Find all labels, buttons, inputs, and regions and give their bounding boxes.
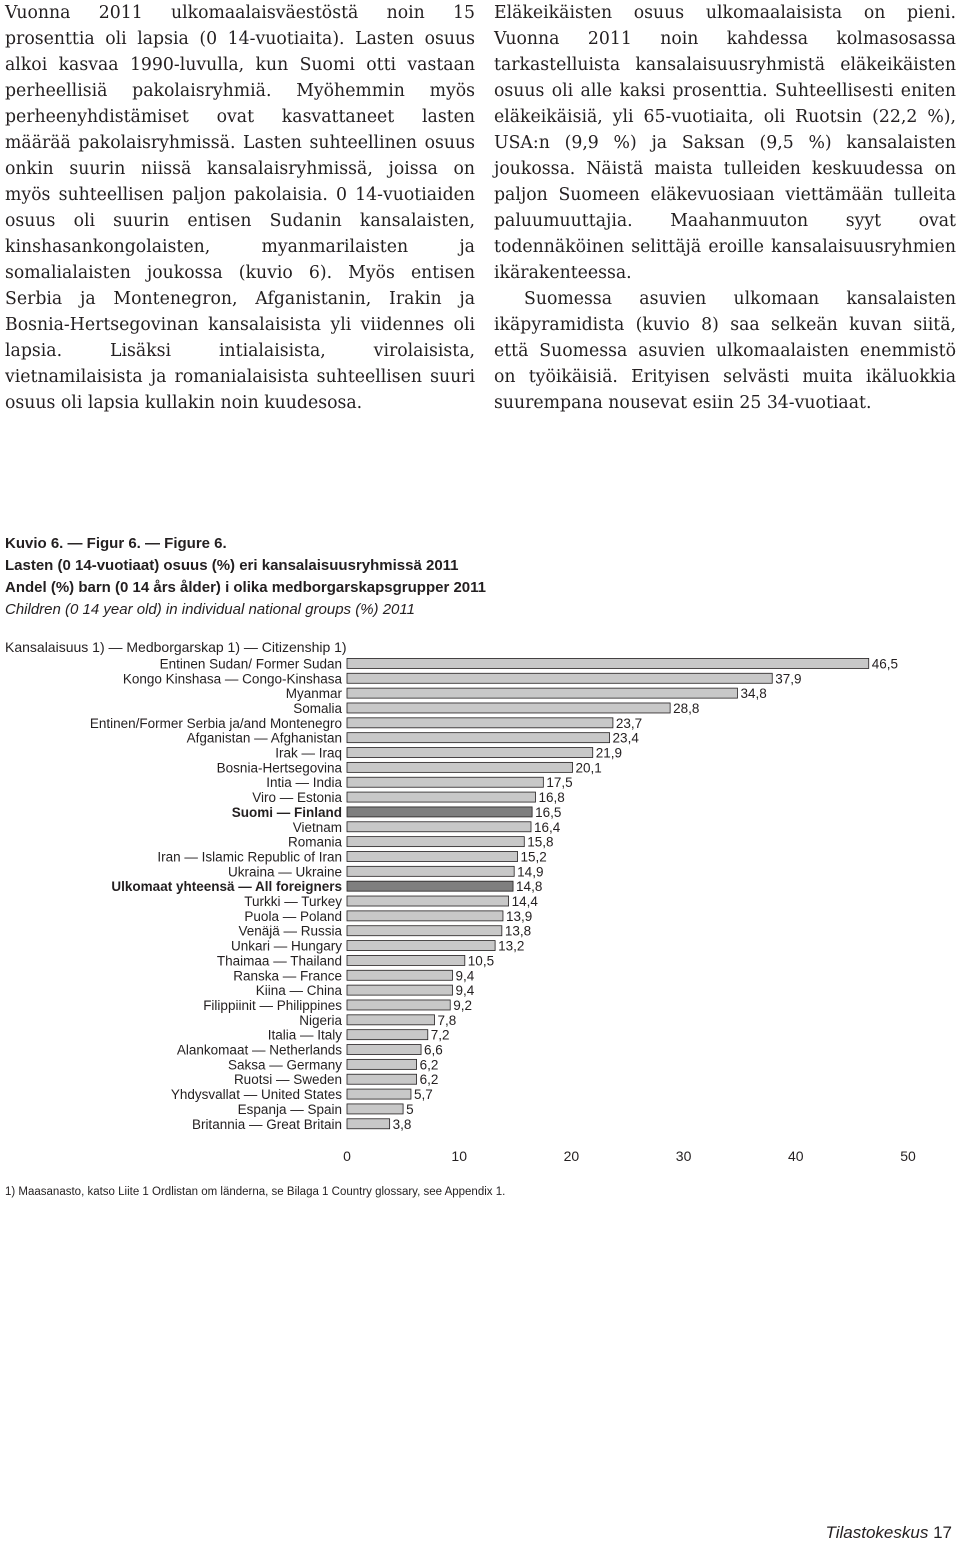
- value-label-puola-poland: 13,9: [505, 908, 533, 924]
- bar-thaimaa-thailand: [347, 955, 465, 965]
- category-label-viro-estonia: Viro — Estonia: [252, 790, 342, 806]
- category-label-espanja-spain: Espanja — Spain: [237, 1101, 342, 1117]
- category-label-puola-poland: Puola — Poland: [244, 908, 342, 924]
- category-header: Kansalaisuus 1) — Medborgarskap 1) — Citizenship 1): [5, 639, 347, 655]
- value-label-turkki-turkey: 14,4: [511, 894, 538, 910]
- value-label-ruotsi-sweden: 6,2: [419, 1072, 439, 1088]
- paragraph: Vuonna 2011 ulkomaalaisväestöstä noin 15 prosenttia oli lapsia (0 14-vuotiaita). Lasten osuus alkoi kasvaa 1990-luvulla, kun Suomi otti vastaan perheellisiä pakolaisryhmiä. Myöhemmin myös perheenyhdistämiset ovat kasvattaneet lasten määrää pakolaisryhmissä. Lasten suhteellinen osuus onkin suurin niissä kansalaisryhmissä, joissa on myös suhteellisen paljon pakolaisia. 0 14-vuotiaiden osuus oli suurin entisen Sudanin kansalaisten, kinshasankongolaisten, myanmarilaisten ja somalialaisten joukossa (kuvio 6). Myös entisen Serbia ja Montenegron, Afganistanin, Irakin ja Bosnia-Hertsegovinan kansalaisista yli viidennes oli lapsia. Lisäksi intialaisista, virolaisista, vietnamilaisista ja romanialaisista suhteellisen suuri osuus oli lapsia kullakin noin kuudesosa.: [5, 3, 475, 413]
- category-label-bosnia-hertsegovina: Bosnia-Hertsegovina: [216, 760, 342, 776]
- x-tick-label: 0: [343, 1148, 351, 1165]
- bar-suomi-finland: [347, 807, 532, 817]
- category-label-afganistan-afghanistan: Afganistan — Afghanistan: [186, 730, 342, 746]
- bar-viro-estonia: [347, 792, 535, 802]
- bar-unkari-hungary: [347, 941, 495, 951]
- bar-myanmar: [347, 688, 737, 698]
- bar-iran-islamic-republic-of-iran: [347, 851, 518, 861]
- bar-somalia: [347, 703, 670, 713]
- value-label-entinen-sudan-former-sudan: 46,5: [871, 656, 899, 672]
- value-label-afganistan-afghanistan: 23,4: [612, 730, 639, 746]
- value-label-ukraina-ukraine: 14,9: [517, 864, 544, 880]
- value-label-unkari-hungary: 13,2: [498, 938, 525, 954]
- bar-nigeria: [347, 1015, 435, 1025]
- figure-number: Kuvio 6. — Figur 6. — Figure 6.: [5, 535, 227, 552]
- value-label-viro-estonia: 16,8: [538, 790, 565, 806]
- category-label-britannia-great-britain: Britannia — Great Britain: [191, 1116, 342, 1132]
- category-label-venaja-russia: Venäjä — Russia: [238, 923, 342, 939]
- value-label-vietnam: 16,4: [534, 819, 561, 835]
- category-label-italia-italy: Italia — Italy: [267, 1027, 342, 1043]
- category-label-unkari-hungary: Unkari — Hungary: [230, 938, 342, 954]
- value-label-kongo-kinshasa-congo-kinshasa: 37,9: [775, 671, 802, 687]
- page-number: 17: [933, 1523, 952, 1542]
- value-label-alankomaat-netherlands: 6,6: [424, 1042, 443, 1058]
- category-label-romania: Romania: [287, 834, 342, 850]
- publisher: Tilastokeskus: [825, 1523, 929, 1542]
- left-text-column: [5, 0, 475, 416]
- value-label-nigeria: 7,8: [437, 1012, 457, 1028]
- right-text-column: [494, 0, 956, 416]
- bar-bosnia-hertsegovina: [347, 762, 573, 772]
- bar-vietnam: [347, 822, 531, 832]
- value-label-ranska-france: 9,4: [455, 968, 475, 984]
- bar-turkki-turkey: [347, 896, 509, 906]
- value-label-saksa-germany: 6,2: [419, 1057, 439, 1073]
- figure-title-sv: Andel (%) barn (0 14 års ålder) i olika medborgarskapsgrupper 2011: [5, 579, 487, 596]
- category-label-filippiinit-philippines: Filippiinit — Philippines: [203, 997, 342, 1013]
- category-label-somalia: Somalia: [293, 700, 342, 716]
- category-label-ranska-france: Ranska — France: [233, 968, 342, 984]
- value-label-romania: 15,8: [527, 834, 554, 850]
- category-label-suomi-finland: Suomi — Finland: [231, 804, 342, 820]
- value-label-espanja-spain: 5: [406, 1101, 414, 1117]
- bar-intia-india: [347, 777, 543, 787]
- value-label-myanmar: 34,8: [740, 686, 767, 702]
- value-label-somalia: 28,8: [673, 700, 700, 716]
- category-label-thaimaa-thailand: Thaimaa — Thailand: [216, 953, 342, 969]
- value-label-irak-iraq: 21,9: [595, 745, 622, 761]
- value-label-ulkomaat-yhteensa-all-foreigners: 14,8: [516, 879, 543, 895]
- category-label-iran-islamic-republic-of-iran: Iran — Islamic Republic of Iran: [157, 849, 342, 865]
- page-footer: [826, 1523, 953, 1543]
- value-label-thaimaa-thailand: 10,5: [467, 953, 495, 969]
- figure-heading: [5, 533, 486, 621]
- bar-ukraina-ukraine: [347, 866, 514, 876]
- bar-puola-poland: [347, 911, 503, 921]
- bar-britannia-great-britain: [347, 1119, 390, 1129]
- paragraph: Eläkeikäisten osuus ulkomaalaisista on pieni. Vuonna 2011 noin kahdessa kolmasosassa tarkastelluista kansalaisuusryhmistä eläkeikäisten osuus oli alle kaksi prosenttia. Suhteellisesti eniten eläkeikäisiä, yli 65-vuotiaita, oli Ruotsin (22,2 %), USA:n (9,9 %) ja Saksan (9,5 %) kansalaisten joukossa. Näistä maista tulleiden keskuudessa on paljon Suomeen eläkevuosiaan viettämään tulleita paluumuuttajia. Maahanmuuton syyt ovat todennäköinen selittäjä eroille kansalaisuusryhmien ikärakenteessa.: [494, 3, 956, 283]
- bar-entinen-sudan-former-sudan: [347, 658, 869, 668]
- bar-saksa-germany: [347, 1059, 417, 1069]
- bar-kongo-kinshasa-congo-kinshasa: [347, 673, 772, 683]
- bar-ranska-france: [347, 970, 452, 980]
- bar-ruotsi-sweden: [347, 1074, 417, 1084]
- category-label-ukraina-ukraine: Ukraina — Ukraine: [227, 864, 342, 880]
- bar-yhdysvallat-united-states: [347, 1089, 411, 1099]
- bar-entinen-former-serbia-ja-and-montenegro: [347, 718, 613, 728]
- x-tick-label: 50: [900, 1148, 916, 1165]
- value-label-entinen-former-serbia-ja-and-montenegro: 23,7: [615, 715, 643, 731]
- category-label-entinen-former-serbia-ja-and-montenegro: Entinen/Former Serbia ja/and Montenegro: [89, 715, 342, 731]
- bar-espanja-spain: [347, 1104, 403, 1114]
- category-label-yhdysvallat-united-states: Yhdysvallat — United States: [170, 1087, 342, 1103]
- x-tick-label: 20: [563, 1148, 580, 1165]
- value-label-italia-italy: 7,2: [430, 1027, 450, 1043]
- value-label-britannia-great-britain: 3,8: [392, 1116, 412, 1132]
- bar-alankomaat-netherlands: [347, 1045, 421, 1055]
- x-axis: [343, 1148, 916, 1164]
- bar-irak-iraq: [347, 748, 593, 758]
- bar-chart: [0, 630, 960, 1170]
- bar-kiina-china: [347, 985, 452, 995]
- category-label-alankomaat-netherlands: Alankomaat — Netherlands: [176, 1042, 342, 1058]
- value-label-filippiinit-philippines: 9,2: [453, 997, 473, 1013]
- footnote: 1) Maasanasto, katso Liite 1 Ordlistan om länderna, se Bilaga 1 Country glossary, see Appendix 1.: [5, 1186, 506, 1198]
- figure-title-en: Children (0 14 year old) in individual national groups (%) 2011: [5, 601, 415, 618]
- value-label-iran-islamic-republic-of-iran: 15,2: [520, 849, 547, 865]
- bar-venaja-russia: [347, 926, 502, 936]
- category-label-ulkomaat-yhteensa-all-foreigners: Ulkomaat yhteensä — All foreigners: [111, 879, 342, 895]
- figure-title-fi: Lasten (0 14-vuotiaat) osuus (%) eri kansalaisuusryhmissä 2011: [5, 557, 459, 574]
- category-label-entinen-sudan-former-sudan: Entinen Sudan/ Former Sudan: [159, 656, 342, 672]
- category-label-kiina-china: Kiina — China: [255, 983, 342, 999]
- x-tick-label: 40: [788, 1148, 804, 1165]
- category-label-irak-iraq: Irak — Iraq: [275, 745, 342, 761]
- bar-italia-italy: [347, 1030, 428, 1040]
- bar-romania: [347, 837, 524, 847]
- value-label-intia-india: 17,5: [546, 775, 573, 791]
- value-label-suomi-finland: 16,5: [535, 804, 562, 820]
- value-label-bosnia-hertsegovina: 20,1: [575, 760, 602, 776]
- x-tick-label: 30: [675, 1148, 692, 1165]
- bar-filippiinit-philippines: [347, 1000, 450, 1010]
- bars-group: [90, 656, 898, 1131]
- paragraph: Suomessa asuvien ulkomaan kansalaisten ikäpyramidista (kuvio 8) saa selkeän kuvan siitä, että Suomessa asuvien ulkomaalaisten enemmistö on työikäisiä. Erityisen selvästi muita ikäluokkia suurempana nousevat esiin 25 34-vuotiaat.: [494, 289, 956, 413]
- bar-ulkomaat-yhteensa-all-foreigners: [347, 881, 513, 891]
- category-label-nigeria: Nigeria: [299, 1012, 342, 1028]
- category-label-intia-india: Intia — India: [266, 775, 342, 791]
- value-label-venaja-russia: 13,8: [504, 923, 532, 939]
- category-label-turkki-turkey: Turkki — Turkey: [244, 894, 342, 910]
- category-label-ruotsi-sweden: Ruotsi — Sweden: [233, 1072, 342, 1088]
- value-label-kiina-china: 9,4: [455, 983, 475, 999]
- value-label-yhdysvallat-united-states: 5,7: [413, 1087, 433, 1103]
- category-label-saksa-germany: Saksa — Germany: [227, 1057, 342, 1073]
- x-tick-label: 10: [451, 1148, 467, 1165]
- category-label-vietnam: Vietnam: [292, 819, 342, 835]
- category-label-kongo-kinshasa-congo-kinshasa: Kongo Kinshasa — Congo-Kinshasa: [122, 671, 342, 687]
- category-label-myanmar: Myanmar: [285, 686, 342, 702]
- bar-afganistan-afghanistan: [347, 733, 610, 743]
